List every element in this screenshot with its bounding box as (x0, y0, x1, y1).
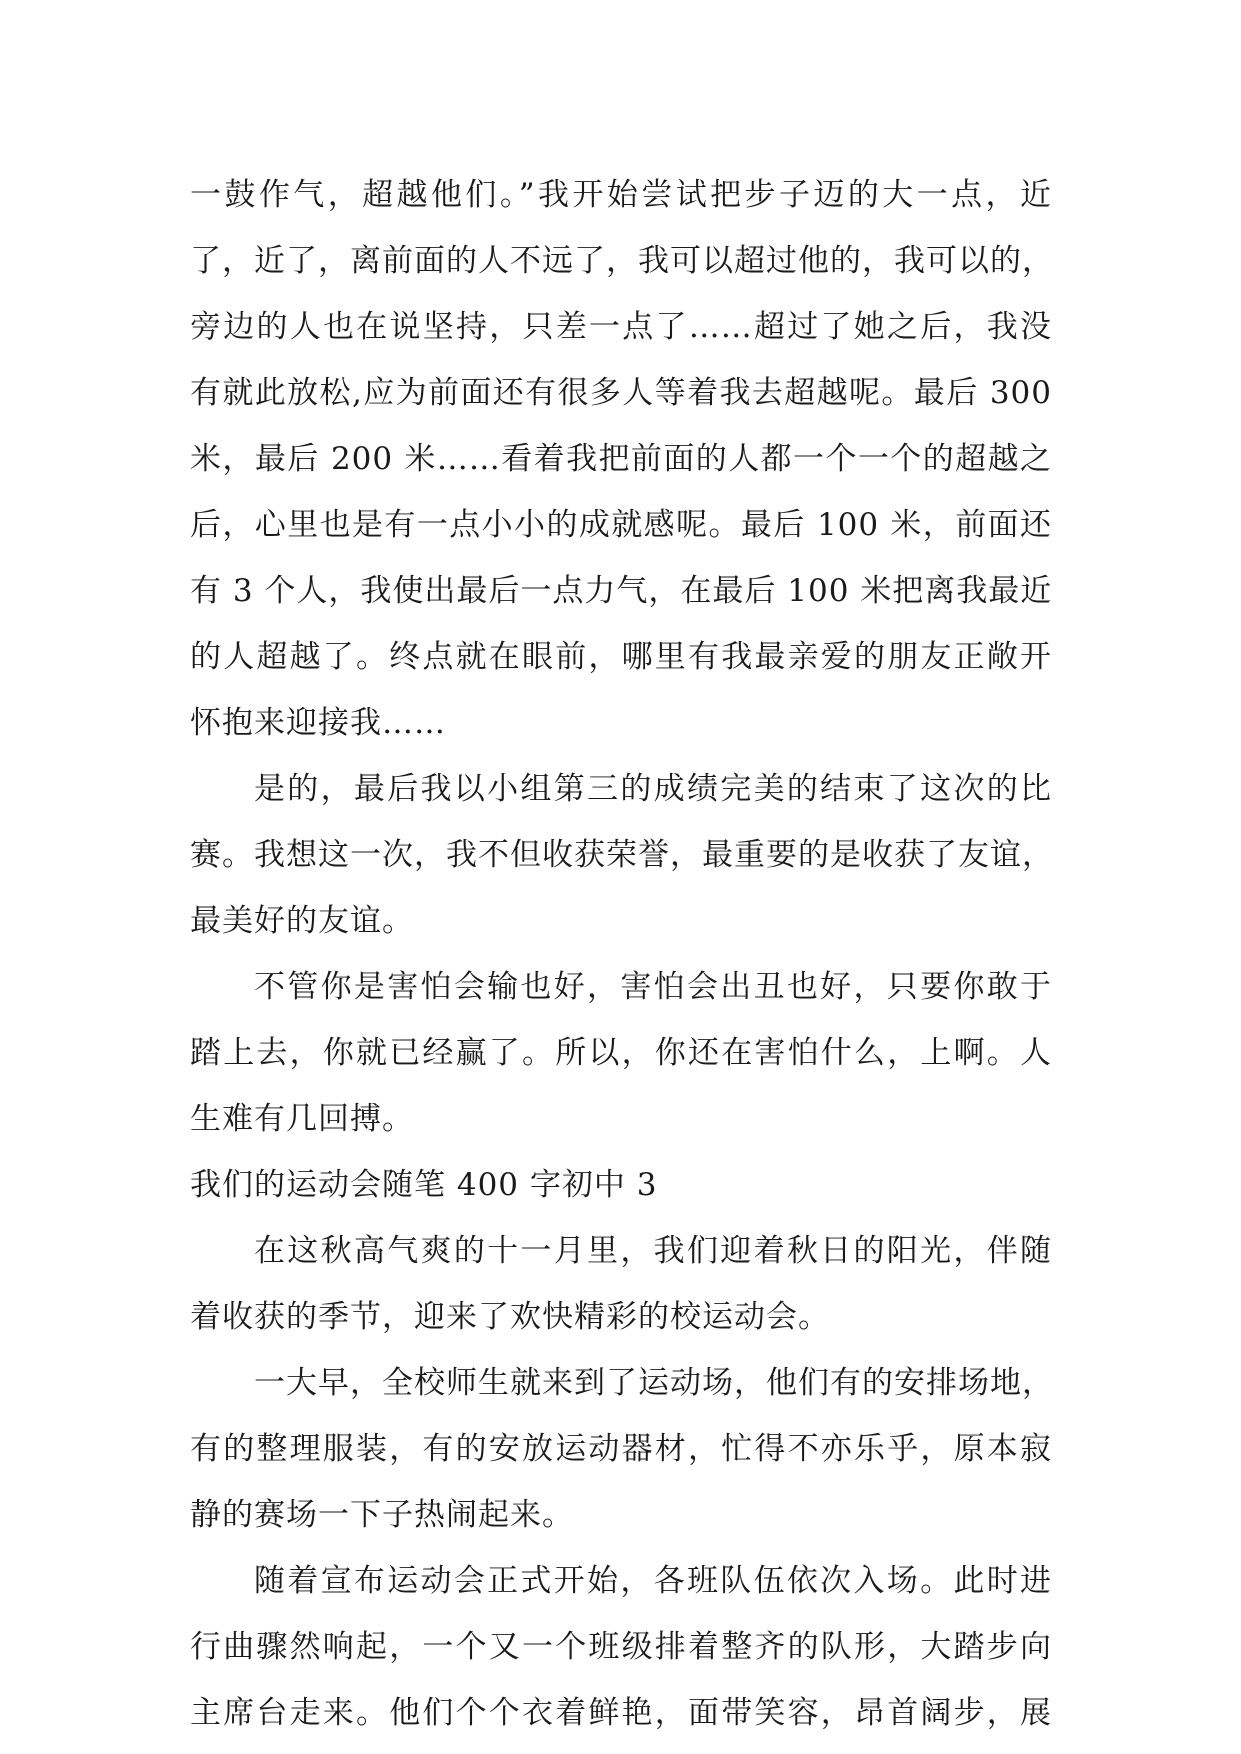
text-line: 最美好的友谊。 (190, 903, 414, 939)
text-line: 一鼓作气，超越他们。”我开始尝试把步子迈的大一点，近 (190, 177, 1052, 213)
text-line: 有就此放松,应为前面还有很多人等着我去超越呢。最后 300 (190, 375, 1052, 411)
text-line: 一大早，全校师生就来到了运动场，他们有的安排场地， (254, 1365, 1054, 1401)
paragraph (190, 954, 1052, 1152)
text-line: 赛。我想这一次，我不但收获荣誉，最重要的是收获了友谊， (190, 837, 1054, 873)
text-line: 旁边的人也在说坚持，只差一点了……超过了她之后，我没 (190, 309, 1052, 345)
text-line: 着收获的季节，迎来了欢快精彩的校运动会。 (190, 1299, 830, 1335)
paragraph (190, 162, 1052, 756)
text-line: 怀抱来迎接我…… (190, 705, 446, 741)
text-line: 踏上去，你就已经赢了。所以，你还在害怕什么，上啊。人 (190, 1035, 1052, 1071)
document-body (190, 162, 1052, 1746)
text-line: 是的，最后我以小组第三的成绩完美的结束了这次的比 (254, 771, 1052, 807)
section-heading (190, 1152, 1052, 1218)
text-line: 的人超越了。终点就在眼前，哪里有我最亲爱的朋友正敞开 (190, 639, 1052, 675)
text-line: 生难有几回搏。 (190, 1101, 414, 1137)
text-line: 米，最后 200 米……看着我把前面的人都一个一个的超越之 (190, 441, 1052, 477)
text-line: 了，近了，离前面的人不远了，我可以超过他的，我可以的， (190, 243, 1054, 279)
paragraph (190, 1350, 1052, 1548)
text-line: 后，心里也是有一点小小的成就感呢。最后 100 米，前面还 (190, 507, 1052, 543)
text-line: 主席台走来。他们个个衣着鲜艳，面带笑容，昂首阔步，展 (190, 1695, 1052, 1731)
heading-text: 我们的运动会随笔 400 字初中 3 (190, 1167, 658, 1203)
text-line: 随着宣布运动会正式开始，各班队伍依次入场。此时进 (254, 1563, 1052, 1599)
text-line: 静的赛场一下子热闹起来。 (190, 1497, 574, 1533)
paragraph (190, 1218, 1052, 1350)
paragraph (190, 756, 1052, 954)
text-line: 有的整理服装，有的安放运动器材，忙得不亦乐乎，原本寂 (190, 1431, 1052, 1467)
text-line: 有 3 个人，我使出最后一点力气，在最后 100 米把离我最近 (190, 573, 1053, 609)
text-line: 不管你是害怕会输也好，害怕会出丑也好，只要你敢于 (254, 969, 1052, 1005)
text-line: 在这秋高气爽的十一月里，我们迎着秋日的阳光，伴随 (254, 1233, 1052, 1269)
paragraph (190, 1548, 1052, 1746)
text-line: 行曲骤然响起，一个又一个班级排着整齐的队形，大踏步向 (190, 1629, 1052, 1665)
